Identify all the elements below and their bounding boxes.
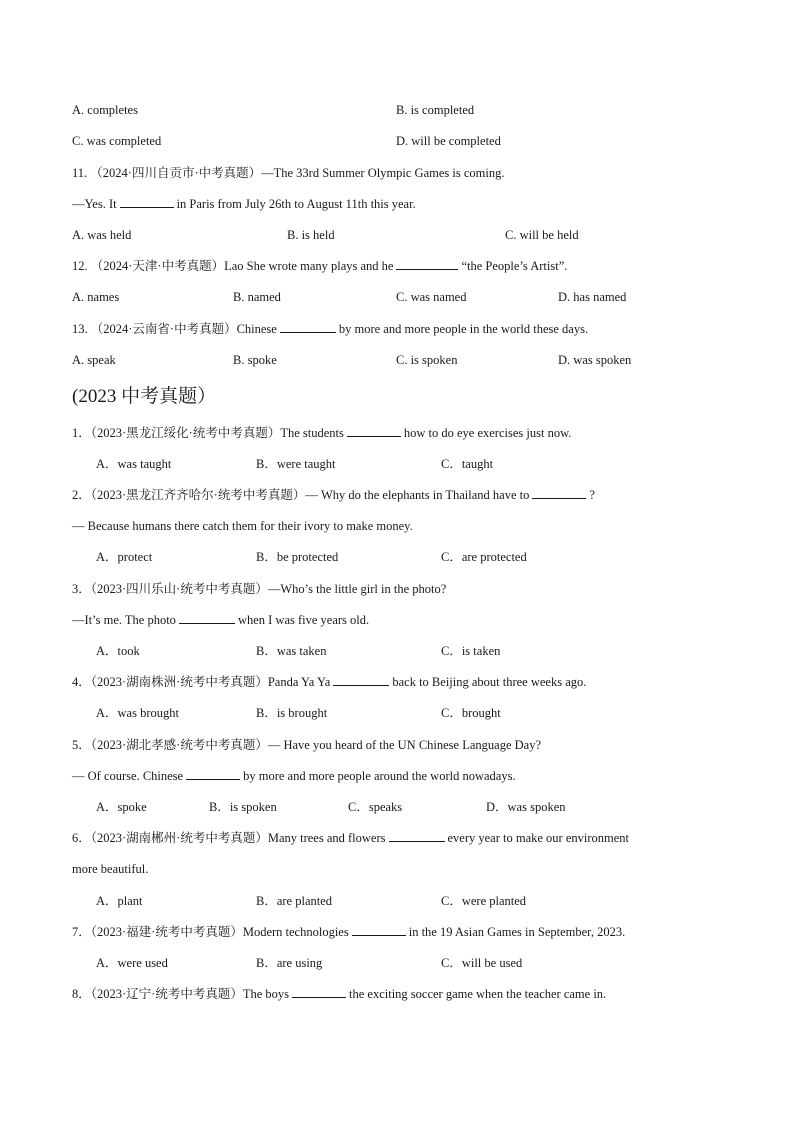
question-12-post: “the People’s Artist”. (461, 259, 568, 273)
question-11: 11. （2024·四川自贡市·中考真题）—The 33rd Summer Olympic Games is coming. (72, 166, 505, 180)
question-8-pre: 8．（2023·辽宁·统考中考真题）The boys (72, 987, 289, 1001)
p3-option-c: C．is taken (441, 644, 501, 658)
question-1 (72, 425, 571, 441)
p3-option-b: B．was taken (256, 644, 327, 658)
question-12-pre: 12. （2024·天津·中考真题）Lao She wrote many plays and he (72, 259, 394, 273)
answer-blank (532, 487, 586, 499)
question-5-line2-post: by more and more people around the world nowadays. (243, 769, 516, 783)
q11-option-a: A. was held (72, 228, 132, 242)
question-2 (72, 487, 595, 503)
section-heading: (2023 中考真题） (72, 386, 217, 407)
question-2-line2: — Because humans there catch them for their ivory to make money. (72, 519, 413, 533)
question-4-pre: 4．（2023·湖南株洲·统考中考真题）Panda Ya Ya (72, 675, 331, 689)
p4-option-c: C．brought (441, 706, 501, 720)
question-4 (72, 674, 586, 690)
question-2-post: ? (589, 488, 595, 502)
p5-option-b: B．is spoken (209, 800, 277, 814)
question-3-line2-pre: —It’s me. The photo (72, 613, 176, 627)
question-5-line2 (72, 768, 516, 784)
question-11-line2 (72, 196, 416, 212)
p7-option-b: B．are using (256, 956, 323, 970)
question-7-pre: 7．（2023·福建·统考中考真题）Modern technologies (72, 925, 349, 939)
p4-option-b: B．is brought (256, 706, 328, 720)
answer-blank (280, 321, 336, 333)
p1-option-a: A．was taught (96, 457, 172, 471)
p1-option-b: B．were taught (256, 457, 336, 471)
question-6-line2: more beautiful. (72, 862, 149, 876)
option-b: B. is completed (396, 103, 475, 117)
question-2-pre: 2．（2023·黑龙江齐齐哈尔·统考中考真题）— Why do the elephants in Thailand have to (72, 488, 530, 502)
p5-option-d: D．was spoken (486, 800, 566, 814)
q12-option-a: A. names (72, 290, 120, 304)
p4-option-a: A．was brought (96, 706, 179, 720)
p5-option-a: A．spoke (96, 800, 147, 814)
question-7-post: in the 19 Asian Games in September, 2023. (408, 925, 626, 939)
answer-blank (347, 425, 401, 437)
question-11-line2-post: in Paris from July 26th to August 11th this year. (176, 197, 416, 211)
question-7 (72, 924, 625, 940)
p6-option-b: B．are planted (256, 894, 333, 908)
question-6 (72, 830, 629, 846)
p6-option-a: A．plant (96, 894, 143, 908)
option-a: A. completes (72, 103, 138, 117)
option-d: D. will be completed (396, 134, 501, 148)
p2-option-b: B．be protected (256, 550, 339, 564)
question-11-line2-pre: —Yes. It (72, 197, 117, 211)
answer-blank (292, 986, 346, 998)
p7-option-a: A．were used (96, 956, 168, 970)
q12-option-c: C. was named (396, 290, 467, 304)
option-c: C. was completed (72, 134, 162, 148)
question-6-pre: 6．（2023·湖南郴州·统考中考真题）Many trees and flowers (72, 831, 386, 845)
p7-option-c: C．will be used (441, 956, 523, 970)
answer-blank (186, 768, 240, 780)
q13-option-a: A. speak (72, 353, 116, 367)
q13-option-b: B. spoke (233, 353, 277, 367)
answer-blank (179, 612, 235, 624)
question-6-post: every year to make our environment (447, 831, 630, 845)
question-4-post: back to Beijing about three weeks ago. (392, 675, 587, 689)
q12-option-b: B. named (233, 290, 281, 304)
p5-option-c: C．speaks (348, 800, 403, 814)
question-1-pre: 1．（2023·黑龙江绥化·统考中考真题）The students (72, 426, 344, 440)
p2-option-c: C．are protected (441, 550, 527, 564)
question-5-line2-pre: — Of course. Chinese (72, 769, 184, 783)
q11-option-c: C. will be held (505, 228, 579, 242)
p3-option-a: A．took (96, 644, 140, 658)
question-3-line2 (72, 612, 369, 628)
question-5: 5．（2023·湖北孝感·统考中考真题）— Have you heard of the UN Chinese Language Day? (72, 738, 541, 752)
answer-blank (396, 258, 458, 270)
question-8 (72, 986, 606, 1002)
answer-blank (352, 924, 406, 936)
answer-blank (389, 830, 445, 842)
question-13-pre: 13. （2024·云南省·中考真题）Chinese (72, 322, 277, 336)
question-3: 3．（2023·四川乐山·统考中考真题）—Who’s the little girl in the photo? (72, 582, 447, 596)
question-13 (72, 321, 588, 337)
p2-option-a: A．protect (96, 550, 153, 564)
p6-option-c: C．were planted (441, 894, 527, 908)
q11-option-b: B. is held (287, 228, 335, 242)
q13-option-c: C. is spoken (396, 353, 458, 367)
question-8-post: the exciting soccer game when the teacher came in. (349, 987, 607, 1001)
question-3-line2-post: when I was five years old. (237, 613, 370, 627)
p1-option-c: C．taught (441, 457, 494, 471)
question-1-post: how to do eye exercises just now. (403, 426, 572, 440)
answer-blank (333, 674, 389, 686)
q13-option-d: D. was spoken (558, 353, 632, 367)
answer-blank (120, 196, 174, 208)
question-13-post: by more and more people in the world these days. (338, 322, 589, 336)
q12-option-d: D. has named (558, 290, 627, 304)
question-12 (72, 258, 567, 274)
